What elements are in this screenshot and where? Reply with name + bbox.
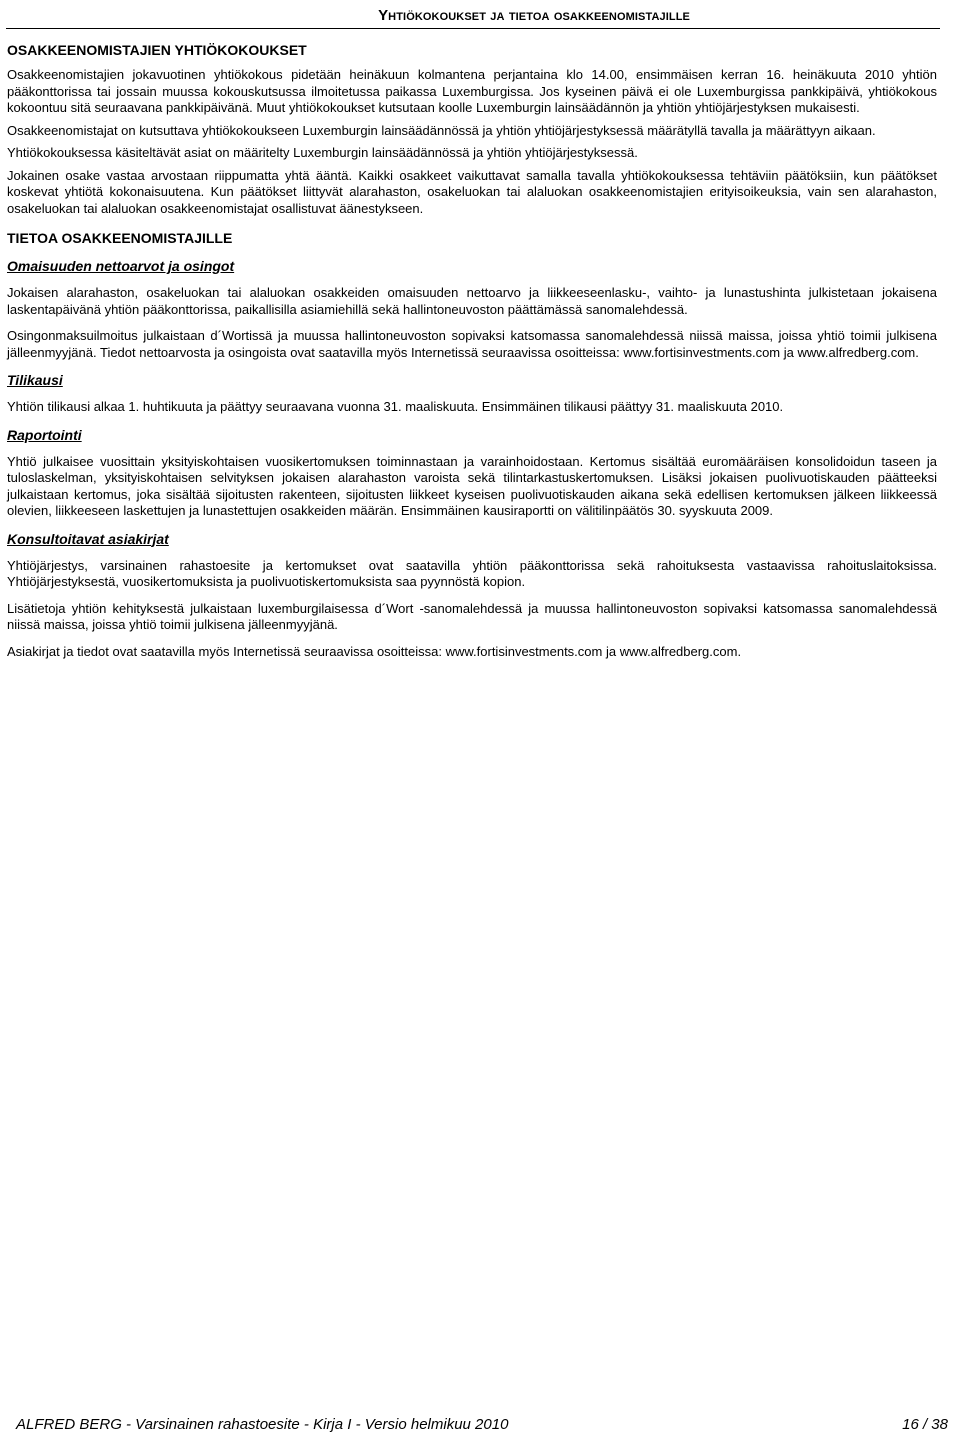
subsection-title-fiscal: Tilikausi [7,372,63,388]
subsection-documents [7,530,937,661]
section-title-meetings: OSAKKEENOMISTAJIEN YHTIÖKOKOUKSET [7,42,307,58]
paragraph: Osakkeenomistajat on kutsuttava yhtiökokoukseen Luxemburgin lainsäädännössä ja yhtiön yhtiöjärjestyksessä määrätyllä tavalla ja määrättyyn aikaan. [7,122,876,138]
page-number: 16 / 38 [902,1416,948,1433]
paragraph: Jokainen osake vastaa arvostaan riippumatta yhtä ääntä. Kaikki osakkeet vaikuttavat samalla tavalla yhtiökokouksessa tehtäviin päätöksiin, kun päätökset koskevat yhtiötä kokonaisuutena. Kun päätökset liittyvät alarahaston, osakeluokan tai alaluokan osakkeenomistajien erityisoikeuksia, vain sen alarahaston, osakeluokan tai alaluokan osakkeenomistajat osallistuvat äänestykseen. [7,167,937,216]
subsection-title-reporting: Raportointi [7,426,82,443]
paragraph: Jokaisen alarahaston, osakeluokan tai alaluokan osakkeiden omaisuuden nettoarvo ja liikkeeseenlasku-, vaihto- ja lunastushinta julkistetaan jokaisena laskentapäivänä yhtiön pääkonttorissa, paikallisilla asiamiehillä sekä hallintoneuvoston päättämässä sanomalehdessä. [7,285,937,317]
paragraph: Osingonmaksuilmoitus julkaistaan d´Wortissä ja muussa hallintoneuvoston sopivaksi katsomassa sanomalehdessä niissä maissa, joissa yhtiö toimii julkisena jälleenmyyjänä. Tiedot nettoarvosta ja osingoista ovat saatavilla myös Internetissä seuraavissa osoitteissa: www.fortisinvestments.com ja www.alfredberg.com. [7,328,937,360]
page-footer [16,1416,948,1436]
paragraph: Asiakirjat ja tiedot ovat saatavilla myös Internetissä seuraavissa osoitteissa: www.fortisinvestments.com ja www.alfredberg.com. [7,643,742,659]
subsection-nav [7,257,937,361]
paragraph: Yhtiö julkaisee vuosittain yksityiskohtaisen vuosikertomuksen toiminnastaan ja varainhoidostaan. Kertomus sisältää euromääräisen konsolidoidun taseen ja tuloslaskelman, yksityiskohtaisen selvityksen jokaisen alarahaston varoista sekä tilintarkastuskertomuksen. Lisäksi jokaisen puolivuotiskauden päätteeksi julkaistaan kertomus, joka sisältää sijoitusten rakenteen, sijoitusten liikkeet kyseisen puolivuotiskauden aikana sekä edellisen kertomuksen jälkeen liikkeessä olevien, liikkeeseen laskettujen ja lunastettujen osakkeiden määrän. Ensimmäinen kausiraportti on välitilinpäätös 30. syyskuuta 2009. [7,453,937,518]
page-header [6,6,940,29]
paragraph: Yhtiöjärjestys, varsinainen rahastoesite ja kertomukset ovat saatavilla yhtiön pääkonttorissa sekä rahoituksesta vastaavissa rahoituslaitoksissa. Yhtiöjärjestyksestä, vuosikertomuksista ja puolivuotiskertomuksista saa pyynnöstä kopion. [7,557,937,589]
subsection-title-documents: Konsultoitavat asiakirjat [7,530,169,547]
paragraph: Osakkeenomistajien jokavuotinen yhtiökokous pidetään heinäkuun kolmantena perjantaina klo 14.00, ensimmäisen kerran 16. heinäkuuta 2010 yhtiön pääkonttorissa tai jossain muussa kokouskutsussa ilmoitetussa paikassa Luxemburgissa. Jos kyseinen päivä ei ole Luxemburgissa pankkipäivä, yhtiökokous kokoontuu sitä seuraavana pankkipäivänä. Muut yhtiökokoukset kutsutaan koolle Luxemburgin lainsäädännön ja yhtiön yhtiöjärjestyksen mukaisesti. [7,67,937,115]
header-title: Yhtiökokoukset ja tietoa osakkeenomistajille [378,7,690,24]
footer-document-title: ALFRED BERG - Varsinainen rahastoesite - Kirja I - Versio helmikuu 2010 [16,1416,509,1433]
section-title-info: TIETOA OSAKKEENOMISTAJILLE [7,230,233,246]
subsection-reporting [7,426,937,520]
subsection-fiscal [7,371,937,416]
document-body [7,41,937,670]
paragraph: Lisätietoja yhtiön kehityksestä julkaistaan luxemburgilaisessa d´Wort -sanomalehdessä ja muussa hallintoneuvoston sopivaksi katsomassa sanomalehdessä niissä maissa, joissa yhtiö toimii julkisena jälleenmyyjänä. [7,600,937,632]
paragraph: Yhtiön tilikausi alkaa 1. huhtikuuta ja päättyy seuraavana vuonna 31. maaliskuuta. Ensimmäinen tilikausi päättyy 31. maaliskuuta 2010. [7,399,784,414]
paragraph: Yhtiökokouksessa käsiteltävät asiat on määritelty Luxemburgin lainsäädännössä ja yhtiön yhtiöjärjestyksessä. [7,145,638,160]
subsection-title-nav: Omaisuuden nettoarvot ja osingot [7,258,235,274]
